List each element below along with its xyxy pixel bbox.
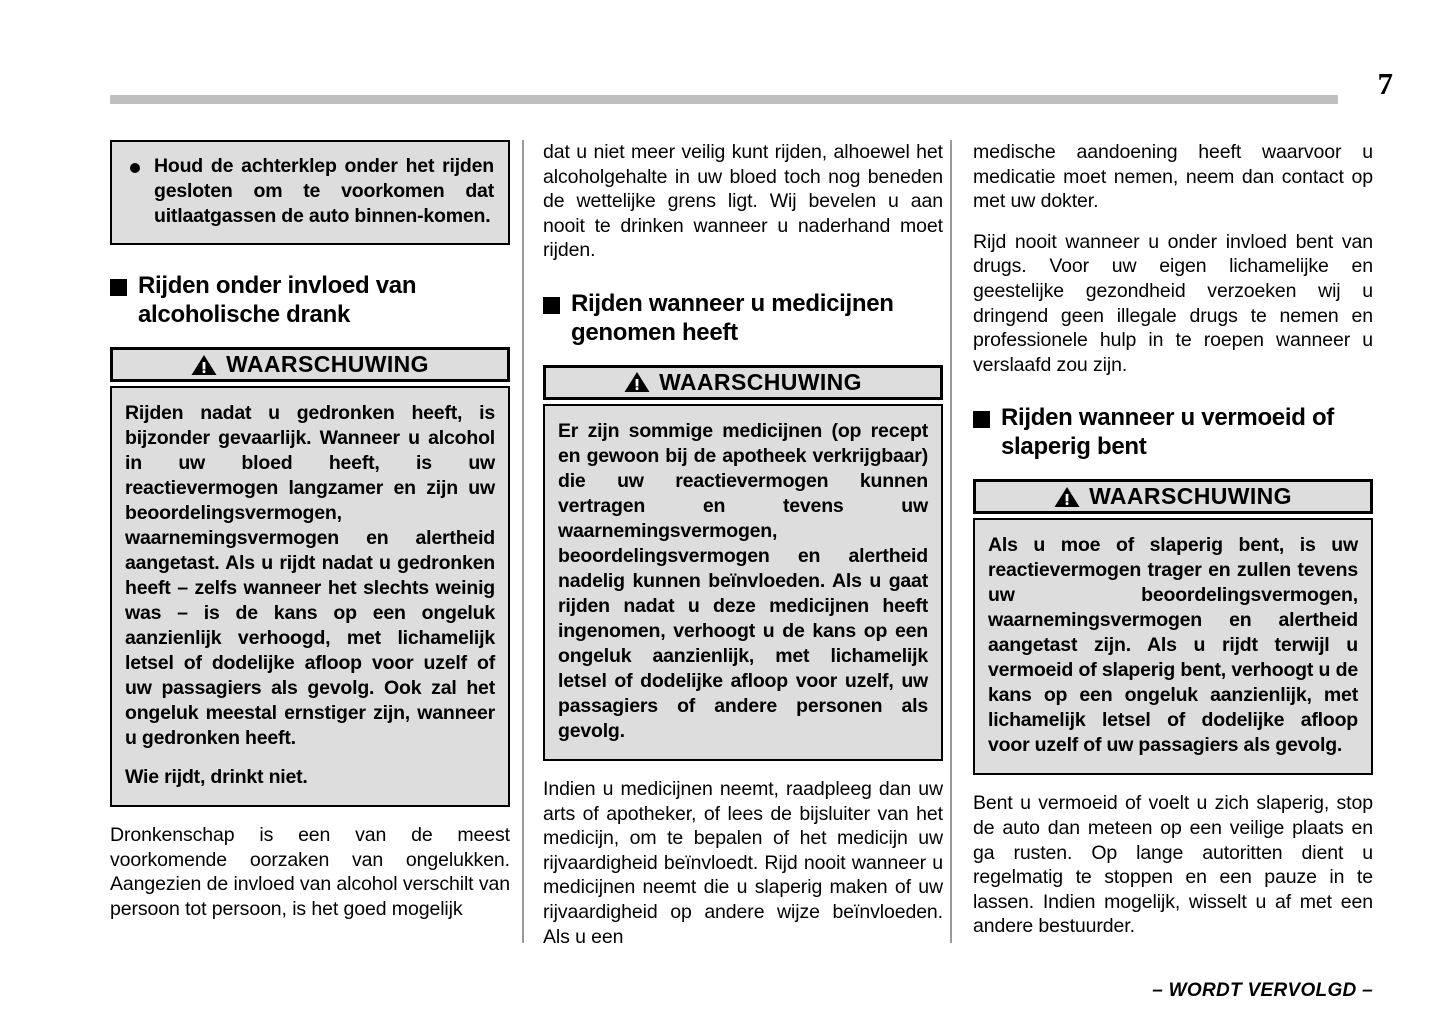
note-text: Houd de achterklep onder het rijden gesloten om te voorkomen dat uitlaatgassen de auto binnen-komen. xyxy=(154,155,494,227)
warning-paragraph: Er zijn sommige medicijnen (op recept en gewoon bij de apotheek verkrijgbaar) die uw reactievermogen kunnen vertragen en tevens uw waarnemingsvermogen, beoordelingsvermogen en alertheid nadelig kunnen beïnvloeden. Als u gaat rijden nadat u deze medicijnen heeft ingenomen, verhoogt u de kans op een ongeluk aanzienlijk, met lichamelijk letsel of dodelijke afloop voor uzelf, uw passagiers of andere personen als gevolg. xyxy=(558,419,928,742)
header-rule xyxy=(110,95,1338,104)
body-paragraph: Bent u vermoeid of voelt u zich slaperig, stop de auto dan meteen op een veilige plaats en ga rusten. Op lange autoritten dient u regelmatig te stoppen en een pauze in te lassen. Indien mogelijk, wisselt u af met een andere bestuurder. xyxy=(973,792,1373,938)
body-paragraph: Dronkenschap is een van de meest voorkomende oorzaken van ongelukken. Aangezien de invloed van alcohol verschilt van persoon tot persoon, is het goed mogelijk xyxy=(110,824,510,920)
warning-triangle-icon xyxy=(191,354,217,376)
section-heading-label: Rijden wanneer u medicijnen genomen heeft xyxy=(571,289,894,346)
column-divider-2 xyxy=(950,140,952,943)
warning-header-medicine xyxy=(543,365,943,400)
warning-label: WAARSCHUWING xyxy=(1089,483,1292,510)
bullet-icon xyxy=(130,163,140,173)
continued-footer: – WORDT VERVOLGD – xyxy=(1152,980,1373,1001)
warning-header-fatigue xyxy=(973,479,1373,514)
column-3 xyxy=(973,140,1373,1001)
section-heading-medicine xyxy=(543,289,943,347)
note-box xyxy=(110,140,510,245)
body-paragraph: Indien u medicijnen neemt, raadpleeg dan uw arts of apotheker, of lees de bijsluiter van het medicijn, om te bepalen of het medicijn uw rijvaardigheid beïnvloedt. Rijd nooit wanneer u medicijnen neemt die u slaperig maken of uw rijvaardigheid op andere wijze beïnvloeden. Als u een xyxy=(543,777,943,948)
warning-triangle-icon xyxy=(624,371,650,393)
warning-label: WAARSCHUWING xyxy=(226,351,429,377)
section-square-icon xyxy=(110,279,127,296)
section-square-icon xyxy=(973,411,990,428)
column-2 xyxy=(543,140,943,960)
section-heading-label: Rijden wanneer u vermoeid of slaperig bent xyxy=(1001,404,1335,461)
section-heading-alcohol xyxy=(110,271,510,329)
warning-paragraph: Als u moe of slaperig bent, is uw reactievermogen trager en zullen tevens uw beoordelingsvermogen, waarnemingsvermogen en alertheid aangetast zijn. Als u rijdt terwijl u vermoeid of slaperig bent, verhoogt u de kans op een ongeluk aanzienlijk, met lichamelijk letsel of dodelijke afloop voor uzelf of uw passagiers als gevolg. xyxy=(988,534,1358,757)
note-row xyxy=(126,154,494,229)
warning-body-fatigue xyxy=(973,518,1373,775)
section-square-icon xyxy=(543,297,560,314)
warning-body-medicine xyxy=(543,404,943,761)
column-divider-1 xyxy=(522,140,524,943)
warning-body-alcohol xyxy=(110,386,510,807)
warning-paragraph: Rijden nadat u gedronken heeft, is bijzonder gevaarlijk. Wanneer u alcohol in uw bloed heeft, is uw reactievermogen langzamer en zijn uw beoordelingsvermogen, waarnemingsvermogen en alertheid aangetast. Als u rijdt nadat u gedronken heeft – zelfs wanneer het slechts weinig was – is de kans op een ongeluk aanzienlijk verhoogd, met lichamelijk letsel of dodelijke afloop voor uzelf of uw passagiers als gevolg. Ook zal het ongeluk meestal ernstiger zijn, wanneer u gedronken heeft. xyxy=(125,402,495,749)
section-heading-label: Rijden onder invloed van alcoholische drank xyxy=(138,272,417,328)
warning-paragraph: Wie rijdt, drinkt niet. xyxy=(125,766,308,788)
warning-header-alcohol xyxy=(110,347,510,382)
column-1 xyxy=(110,140,510,960)
section-heading-fatigue xyxy=(973,403,1373,461)
page-number: 7 xyxy=(1377,66,1393,101)
three-column-layout xyxy=(110,140,1373,1001)
body-paragraph: Rijd nooit wanneer u onder invloed bent van drugs. Voor uw eigen lichamelijke en geestelijke gezondheid verzoeken wij u dringend geen illegale drugs te nemen en professionele hulp in te roepen wanneer u verslaafd zou zijn. xyxy=(973,230,1373,376)
warning-triangle-icon xyxy=(1054,486,1080,508)
warning-label: WAARSCHUWING xyxy=(659,368,862,395)
body-paragraph: dat u niet meer veilig kunt rijden, alhoewel het alcoholgehalte in uw bloed toch nog beneden de wettelijke grens ligt. Wij bevelen u aan nooit te drinken wanneer u naderhand moet rijden. xyxy=(543,141,943,262)
body-paragraph: medische aandoening heeft waarvoor u medicatie moet nemen, neem dan contact op met uw dokter. xyxy=(973,141,1373,213)
